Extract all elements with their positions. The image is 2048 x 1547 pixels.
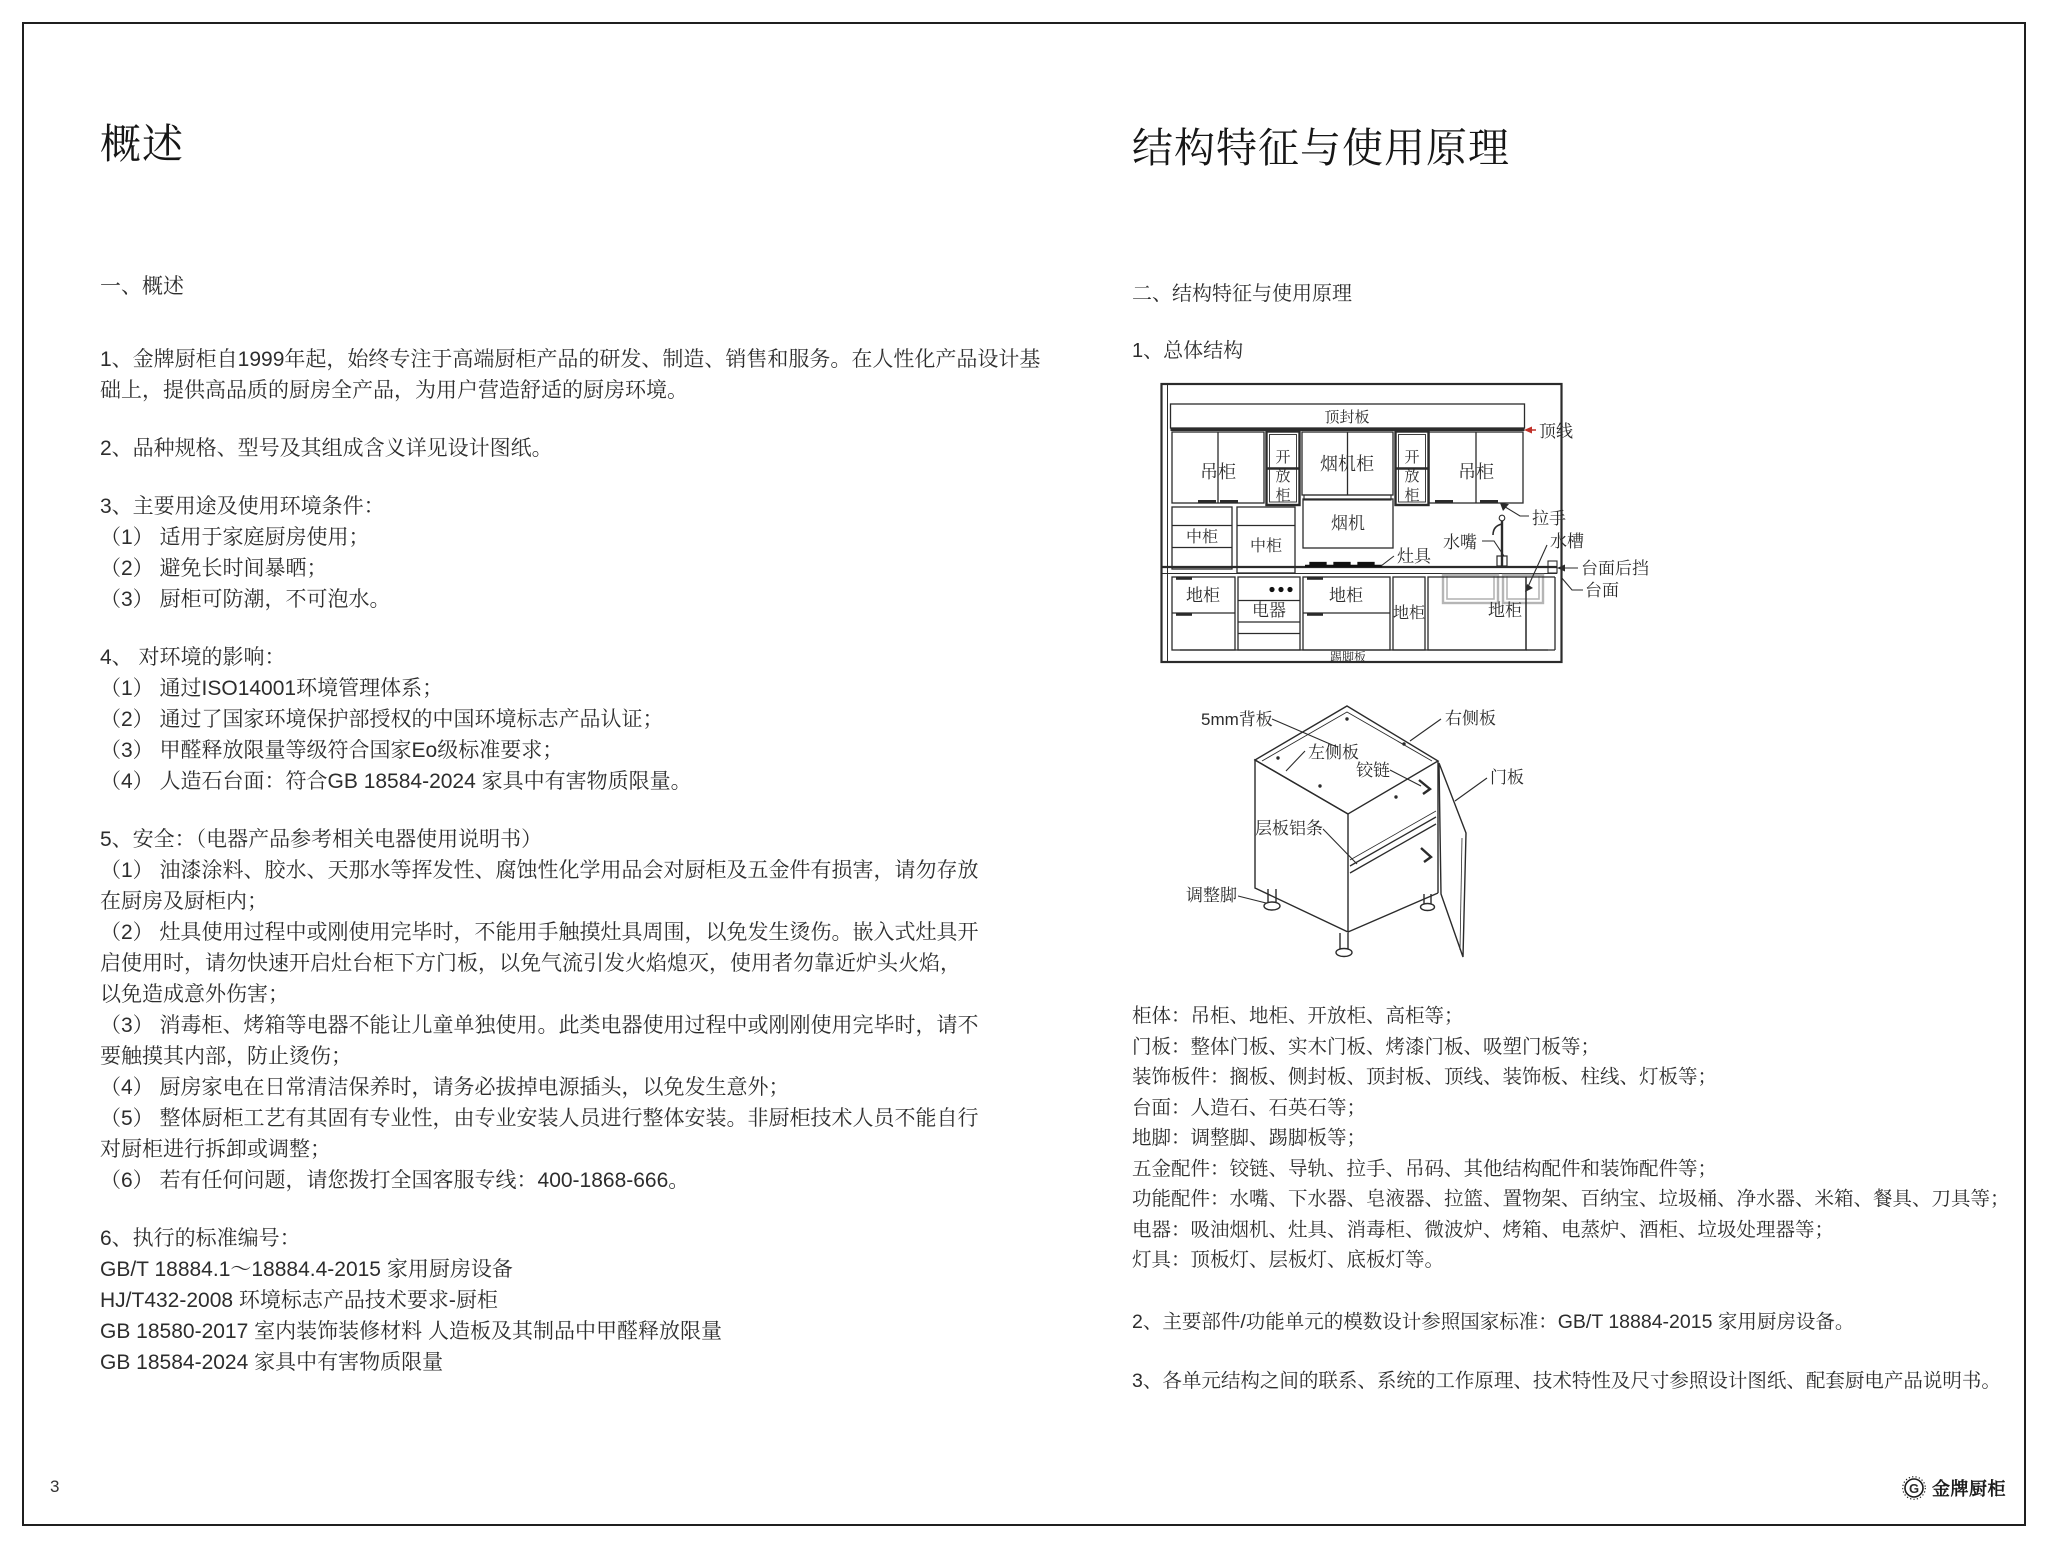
right-section-heading: [1132, 279, 2012, 310]
right-column: [1132, 125, 2012, 367]
cabinet-door: [1439, 763, 1466, 957]
text-line: 3、各单元结构之间的联系、系统的工作原理、技术特性及尺寸参照设计图纸、配套厨电产品说明书。: [1132, 1370, 2001, 1392]
text-line: 4、 对环境的影响：: [100, 646, 286, 669]
brand-logo: [1901, 1475, 2006, 1501]
text-line: HJ/T432-2008 环境标志产品技术要求-厨柜: [100, 1289, 498, 1312]
text-line: 灯具：顶板灯、层板灯、底板灯等。: [1132, 1249, 1445, 1271]
text-line: 以免造成意外伤害；: [100, 983, 289, 1006]
text-line: （1） 适用于家庭厨房使用；: [100, 526, 370, 549]
text-line: （2） 通过了国家环境保护部授权的中国环境标志产品认证；: [100, 708, 664, 731]
text-line: 2、主要部件/功能单元的模数设计参照国家标准：GB/T 18884-2015 家用厨房设备。: [1132, 1310, 1855, 1333]
text-line: （4） 人造石台面：符合GB 18584-2024 家具中有害物质限量。: [100, 770, 692, 793]
text-line: （3） 消毒柜、烤箱等电器不能让儿童单独使用。此类电器使用过程中或刚刚使用完毕时，请不: [100, 1014, 979, 1037]
text-line: 要触摸其内部，防止烫伤；: [100, 1045, 352, 1068]
text-line: （4） 厨房家电在日常清洁保养时，请务必拔掉电源插头，以免发生意外；: [100, 1076, 790, 1099]
text-line: 5、安全：（电器产品参考相关电器使用说明书）: [100, 828, 543, 851]
left-block-2: [100, 433, 1030, 464]
text-line: 一、概述: [100, 275, 184, 298]
label-appliance: 电器: [1252, 601, 1286, 620]
right-page-title: 结构特征与使用原理: [1132, 125, 1510, 171]
label-open-cabinet-1: 柜: [1275, 487, 1291, 504]
label-counter-back: 台面后挡: [1581, 559, 1649, 578]
label-open-cabinet-2: 放: [1404, 468, 1420, 485]
right-sub-heading: [1132, 336, 2012, 367]
label-open-cabinet-2: 柜: [1404, 487, 1420, 504]
left-block-5: [100, 824, 1030, 1196]
label-hinge: 铰链: [1356, 761, 1390, 780]
text-line: （1） 通过ISO14001环境管理体系；: [100, 677, 444, 700]
left-block-1: [100, 344, 1041, 406]
label-base-cabinet-2: 地柜: [1329, 586, 1363, 605]
label-range-hood: 烟机: [1331, 514, 1365, 533]
text-line: 启使用时，请勿快速开启灶台柜下方门板，以免气流引发火焰熄灭，使用者勿靠近炉头火焰，: [100, 952, 961, 975]
text-line: 对厨柜进行拆卸或调整；: [100, 1138, 331, 1161]
label-left-panel: 左侧板: [1308, 743, 1359, 762]
base-cabinet-diagram: [1175, 695, 1635, 1005]
text-line: 二、结构特征与使用原理: [1132, 283, 1352, 305]
cabinet-feet: [1264, 889, 1435, 957]
text-line: （5） 整体厨柜工艺有其固有专业性，由专业安装人员进行整体安装。非厨柜技术人员不能自行: [100, 1107, 979, 1130]
text-line: 五金配件：铰链、导轨、拉手、吊码、其他结构配件和装饰配件等；: [1132, 1157, 1718, 1180]
page-number: 3: [50, 1477, 60, 1496]
label-faucet: 水嘴: [1443, 533, 1477, 552]
label-wall-cabinet-left: 吊柜: [1200, 462, 1236, 482]
label-stove: 灶具: [1397, 547, 1431, 566]
cabinet-shelf: [1350, 811, 1436, 873]
label-right-panel: 右侧板: [1445, 709, 1496, 728]
text-line: 1、金牌厨柜自1999年起，始终专注于高端厨柜产品的研发、制造、销售和服务。在人性化产品设计基: [100, 348, 1041, 371]
left-section-heading: [100, 271, 1030, 302]
label-wall-cabinet-right: 吊柜: [1458, 462, 1494, 482]
text-line: （2） 避免长时间暴晒；: [100, 557, 328, 580]
text-line: 装饰板件：搁板、侧封板、顶封板、顶线、装饰板、柱线、灯板等；: [1132, 1066, 1718, 1088]
left-block-3: [100, 491, 1030, 615]
text-line: 在厨房及厨柜内；: [100, 890, 268, 913]
label-door-panel: 门板: [1490, 768, 1524, 787]
faucet: [1493, 515, 1507, 566]
brand-name: 金牌厨柜: [1932, 1479, 2006, 1499]
left-page-title: 概述: [100, 121, 184, 167]
right-body-list: [1132, 1001, 2032, 1397]
text-line: 台面：人造石、石英石等；: [1132, 1096, 1367, 1119]
label-mid-cabinet-right: 中柜: [1249, 538, 1283, 555]
text-line: 础上，提供高品质的厨房全产品，为用户营造舒适的厨房环境。: [100, 379, 688, 402]
label-base-cabinet-1: 地柜: [1186, 586, 1220, 605]
label-open-cabinet-2: 开: [1404, 449, 1420, 466]
label-kick-board: 踢脚板: [1329, 650, 1367, 664]
text-line: 门板：整体门板、实木门板、烤漆门板、吸塑门板等；: [1132, 1035, 1601, 1058]
text-line: （3） 甲醛释放限量等级符合国家Eo级标准要求；: [100, 739, 564, 762]
text-line: GB 18580-2017 室内装饰装修材料 人造板及其制品中甲醛释放限量: [100, 1320, 722, 1343]
label-shelf-strip: 层板铝条: [1255, 819, 1323, 838]
text-line: （1） 油漆涂料、胶水、天那水等挥发性、腐蚀性化学用品会对厨柜及五金件有损害，请勿存放: [100, 859, 979, 882]
kitchen-elevation-diagram: [1150, 378, 1662, 670]
left-block-6: [100, 1223, 1030, 1378]
text-line: （2） 灶具使用过程中或刚使用完毕时，不能用手触摸灶具周围，以免发生烫伤。嵌入式灶具开: [100, 921, 979, 944]
leader-lines: [1238, 719, 1487, 903]
label-top-line: 顶线: [1539, 422, 1573, 441]
text-line: （3） 厨柜可防潮，不可泡水。: [100, 588, 391, 611]
stove: [1305, 563, 1382, 567]
label-sink: 水槽: [1550, 532, 1584, 551]
brand-monogram-icon: [1901, 1475, 1927, 1501]
left-column: [100, 121, 1041, 1378]
label-open-cabinet-1: 开: [1275, 449, 1291, 466]
label-base-cabinet-4: 地柜: [1488, 601, 1522, 620]
label-handle: 拉手: [1532, 509, 1566, 528]
text-line: 电器：吸油烟机、灶具、消毒柜、微波炉、烤箱、电蒸炉、酒柜、垃圾处理器等；: [1132, 1218, 1835, 1241]
label-top-seal-board: 顶封板: [1324, 409, 1370, 426]
brand-monogram: G: [1908, 1481, 1920, 1496]
label-hood-cabinet: 烟机柜: [1320, 454, 1374, 474]
text-line: 1、总体结构: [1132, 340, 1244, 362]
label-counter: 台面: [1585, 581, 1619, 600]
text-line: （6） 若有任何问题，请您拨打全国客服专线：400-1868-666。: [100, 1169, 690, 1192]
top-line-arrow: [1524, 427, 1532, 434]
text-line: 地脚：调整脚、踢脚板等；: [1132, 1127, 1367, 1149]
label-base-cabinet-3: 地柜: [1392, 605, 1426, 622]
label-adjust-foot: 调整脚: [1186, 886, 1237, 905]
text-line: 功能配件：水嘴、下水器、皂液器、拉篮、置物架、百纳宝、垃圾桶、净水器、米箱、餐具、刀具等；: [1132, 1188, 2010, 1210]
text-line: 2、品种规格、型号及其组成含义详见设计图纸。: [100, 437, 553, 460]
text-line: 3、主要用途及使用环境条件：: [100, 495, 385, 518]
text-line: 6、执行的标准编号：: [100, 1227, 301, 1250]
text-line: GB 18584-2024 家具中有害物质限量: [100, 1351, 444, 1374]
left-block-4: [100, 642, 1030, 797]
label-back-panel: 5mm背板: [1201, 710, 1273, 729]
label-mid-cabinet-left: 中柜: [1185, 529, 1219, 546]
text-line: 柜体：吊柜、地柜、开放柜、高柜等；: [1132, 1005, 1464, 1027]
label-open-cabinet-1: 放: [1275, 468, 1291, 485]
text-line: GB/T 18884.1～18884.4-2015 家用厨房设备: [100, 1258, 513, 1281]
